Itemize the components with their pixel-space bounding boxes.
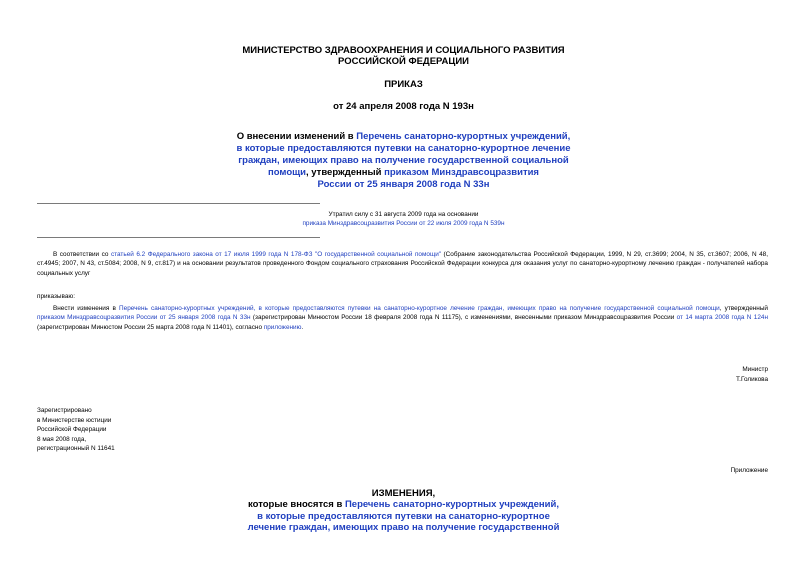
- preamble-text-2: (Собрание законодательства Российской Федерации, 1999, N 29, ст.3699; 2004, N 35, ст.3607; 2006, N 48, ст.4945; 2007, N 43, ст.5084; 2008, N 9, ст.817) и на основании результатов проведенного Фондом социального страхования Российской Федерации конкурса для оказания услуг по санаторно-курортному лечению граждан - получателей набора социальных услуг: [37, 251, 769, 277]
- order-appendix-link[interactable]: приложению: [263, 323, 302, 331]
- signature-block: [736, 365, 768, 385]
- title-link-3[interactable]: граждан, имеющих право на получение государственной социальной: [238, 155, 569, 166]
- status-note: [0, 210, 807, 229]
- registration-line-2: в Министерстве юстиции: [37, 416, 112, 424]
- order-text-1: Внести изменения в: [53, 305, 120, 312]
- ministry-line-1: МИНИСТЕРСТВО ЗДРАВООХРАНЕНИЯ И СОЦИАЛЬНОГО РАЗВИТИЯ: [242, 45, 565, 56]
- order-label: приказываю:: [37, 293, 75, 300]
- appendix-link-2[interactable]: в которые предоставляются путевки на санаторно-курортное: [257, 510, 550, 522]
- registration-line-3: Российской Федерации: [37, 426, 107, 434]
- title-prefix: О внесении изменений в: [236, 131, 357, 142]
- title-middle: , утвержденный: [305, 167, 385, 178]
- title-link-6[interactable]: России от 25 января 2008 года N 33н: [317, 179, 490, 190]
- order-date: от 24 апреля 2008 года N 193н: [333, 101, 474, 112]
- document-title: [170, 131, 637, 191]
- preamble-text-1: В соответствии со: [53, 251, 111, 258]
- order-text-5: .: [301, 323, 304, 331]
- order-word: ПРИКАЗ: [384, 79, 423, 90]
- registration-line-1: Зарегистрировано: [37, 407, 92, 414]
- preamble-paragraph: [37, 250, 768, 278]
- status-line-1: Утратил силу с 31 августа 2009 года на основании: [328, 211, 479, 218]
- appendix-link-3[interactable]: лечение граждан, имеющих право на получение государственной: [247, 522, 560, 533]
- order-paragraph: [37, 304, 768, 332]
- preamble-law-link[interactable]: статьей 6.2 Федерального закона от 17 июля 1999 года N 178-ФЗ "О государственной социальной помощи": [110, 251, 442, 258]
- appendix-sub-prefix: которые вносятся в: [248, 499, 345, 510]
- order-text-2: , утвержденный: [719, 305, 768, 312]
- title-link-5[interactable]: приказом Минздравсоцразвития: [384, 167, 539, 178]
- ministry-line-2: РОССИЙСКОЙ ФЕДЕРАЦИИ: [337, 56, 469, 67]
- registration-line-5: регистрационный N 11641: [37, 445, 115, 453]
- appendix-link-1[interactable]: Перечень санаторно-курортных учреждений,: [344, 499, 559, 510]
- order-prikaz-link[interactable]: приказом Минздравсоцразвития России от 25 января 2008 года N 33н: [37, 314, 251, 322]
- order-amend-link[interactable]: от 14 марта 2008 года N 124н: [676, 314, 768, 322]
- registration-line-4: 8 мая 2008 года,: [37, 435, 87, 443]
- status-repeal-link[interactable]: приказа Минздравсоцразвития России от 22 июля 2009 года N 539н: [302, 220, 505, 228]
- title-link-2[interactable]: в которые предоставляются путевки на санаторно-курортное лечение: [236, 143, 571, 154]
- signature-name: Т.Голикова: [735, 376, 768, 383]
- order-text-4: (зарегистрирован Минюстом России 25 марта 2008 года N 11401), согласно: [37, 323, 264, 331]
- order-list-link[interactable]: Перечень санаторно-курортных учреждений, в которые предоставляются путевки на санаторно-курортное лечение граждан, имеющих право на получение государственной социальной помощи: [119, 305, 720, 312]
- title-link-4[interactable]: помощи: [268, 167, 306, 178]
- appendix-label: Приложение: [730, 467, 768, 474]
- ministry-name: [0, 45, 807, 67]
- signature-position: Министр: [742, 366, 768, 373]
- order-text-3: (зарегистрирован Минюстом России 18 февраля 2008 года N 11175), с изменениями, внесенными приказом Минздравсоцразвития России: [250, 314, 677, 322]
- registration-block: [37, 406, 115, 454]
- divider-top: [37, 203, 320, 204]
- appendix-heading: ИЗМЕНЕНИЯ,: [371, 488, 436, 499]
- divider-bottom: [37, 237, 320, 238]
- appendix-subtitle: [0, 499, 807, 534]
- title-link-1[interactable]: Перечень санаторно-курортных учреждений,: [356, 131, 571, 142]
